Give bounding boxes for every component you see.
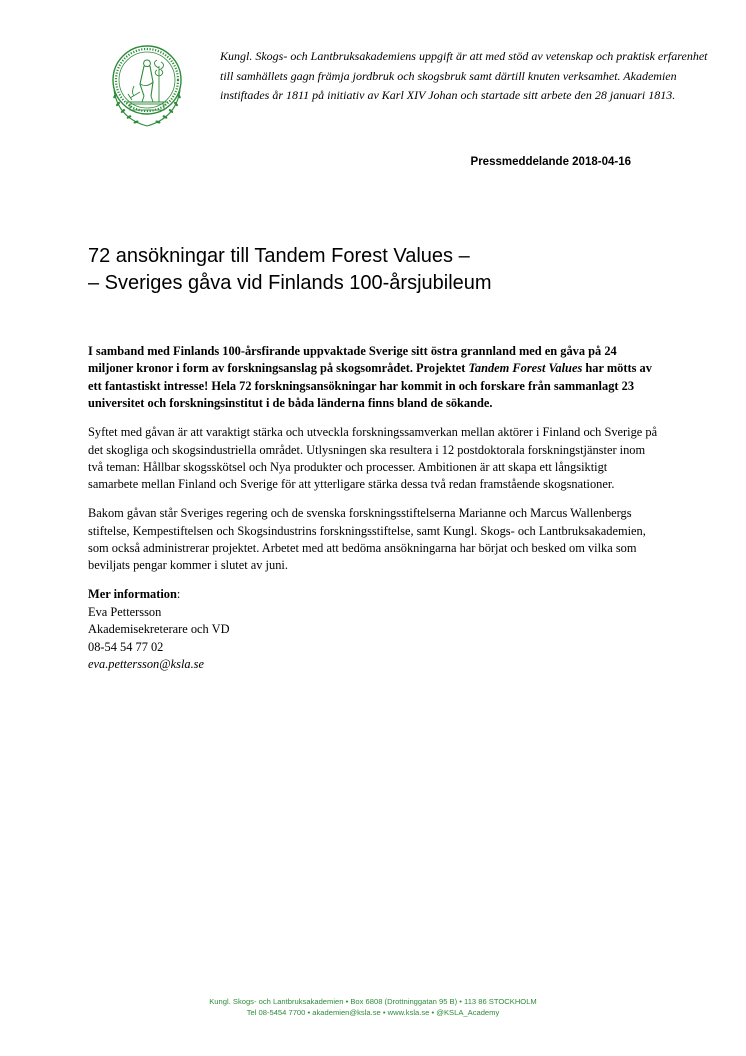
contact-name: Eva Pettersson: [88, 604, 162, 619]
contact-phone: 08-54 54 77 02: [88, 639, 164, 654]
lead-paragraph: [88, 343, 658, 413]
contact-heading-row: [88, 586, 658, 603]
press-release-date: Pressmeddelande 2018-04-16: [470, 156, 631, 168]
academy-seal-icon: [104, 40, 190, 132]
contact-heading: Mer information: [88, 587, 177, 602]
footer-address: Kungl. Skogs- och Lantbruksakademien • Box 6808 (Drottninggatan 95 B) • 113 86 STOCKHOLM: [209, 997, 537, 1006]
lead-text-after: har mötts av ett fantastiskt intresse! Hela 72 forskningsansökningar har kommit in och forskare från sammanlagt 23 universitet och forskningsinstitut i de båda länderna finns bland de sökande.: [88, 361, 652, 411]
contact-heading-colon: :: [176, 587, 181, 602]
lead-text-before: I samband med Finlands 100-årsfirande uppvaktade Sverige sitt östra grannland med en gåva på 24 miljoner kronor i form av forskningsanslag på skogsområdet. Projektet: [88, 344, 617, 376]
body-paragraph-funders: Bakom gåvan står Sveriges regering och de svenska forskningsstiftelserna Marianne och Marcus Wallenbergs stiftelse, Kempestiftelsen och Skogsindustrins forskningsstiftelse, samt Kungl. Skogs- och Lantbruksakademien, som också administrerar projektet. Arbetet med att bedöma ansökningarna har börjat och besked om vilka som beviljats pengar kommer i slutet av juni.: [88, 506, 646, 573]
footer-contact-info: Tel 08-5454 7700 • akademien@ksla.se • www.ksla.se • @KSLA_Academy: [246, 1008, 500, 1017]
contact-block: [88, 586, 658, 673]
page-footer: [0, 996, 746, 1018]
contact-title: Akademisekreterare och VD: [88, 622, 230, 637]
headline-line-2: – Sveriges gåva vid Finlands 100-årsjubileum: [88, 272, 492, 294]
page-title: [88, 243, 688, 297]
contact-email[interactable]: eva.pettersson@ksla.se: [88, 657, 205, 671]
article-body: [88, 343, 658, 673]
body-paragraph-purpose: Syftet med gåvan är att varaktigt stärka och utveckla forskningssamverkan mellan aktörer i Finland och Sverige på det skogliga och skogsindustriella området. Utlysningen ska resultera i 12 postdoktorala forskningstjänster inom två teman: Hållbar skogsskötsel och Nya produkter och processer. Ambitionen är att skapa ett långsiktigt samarbete mellan Finland och Sverige för att ytterligare stärka dessa två redan framstående skogsnationer.: [88, 425, 658, 492]
project-name: Tandem Forest Values: [468, 361, 583, 376]
headline-line-1: 72 ansökningar till Tandem Forest Values –: [88, 245, 470, 267]
academy-mission-statement: Kungl. Skogs- och Lantbruksakademiens uppgift är att med stöd av vetenskap och praktisk erfarenhet till samhällets gagn främja jordbruk och skogsbruk samt därtill knuten verksamhet. Akademien instiftades år 1811 på initiativ av Karl XIV Johan och startade sitt arbete den 28 januari 1813.: [220, 49, 708, 102]
